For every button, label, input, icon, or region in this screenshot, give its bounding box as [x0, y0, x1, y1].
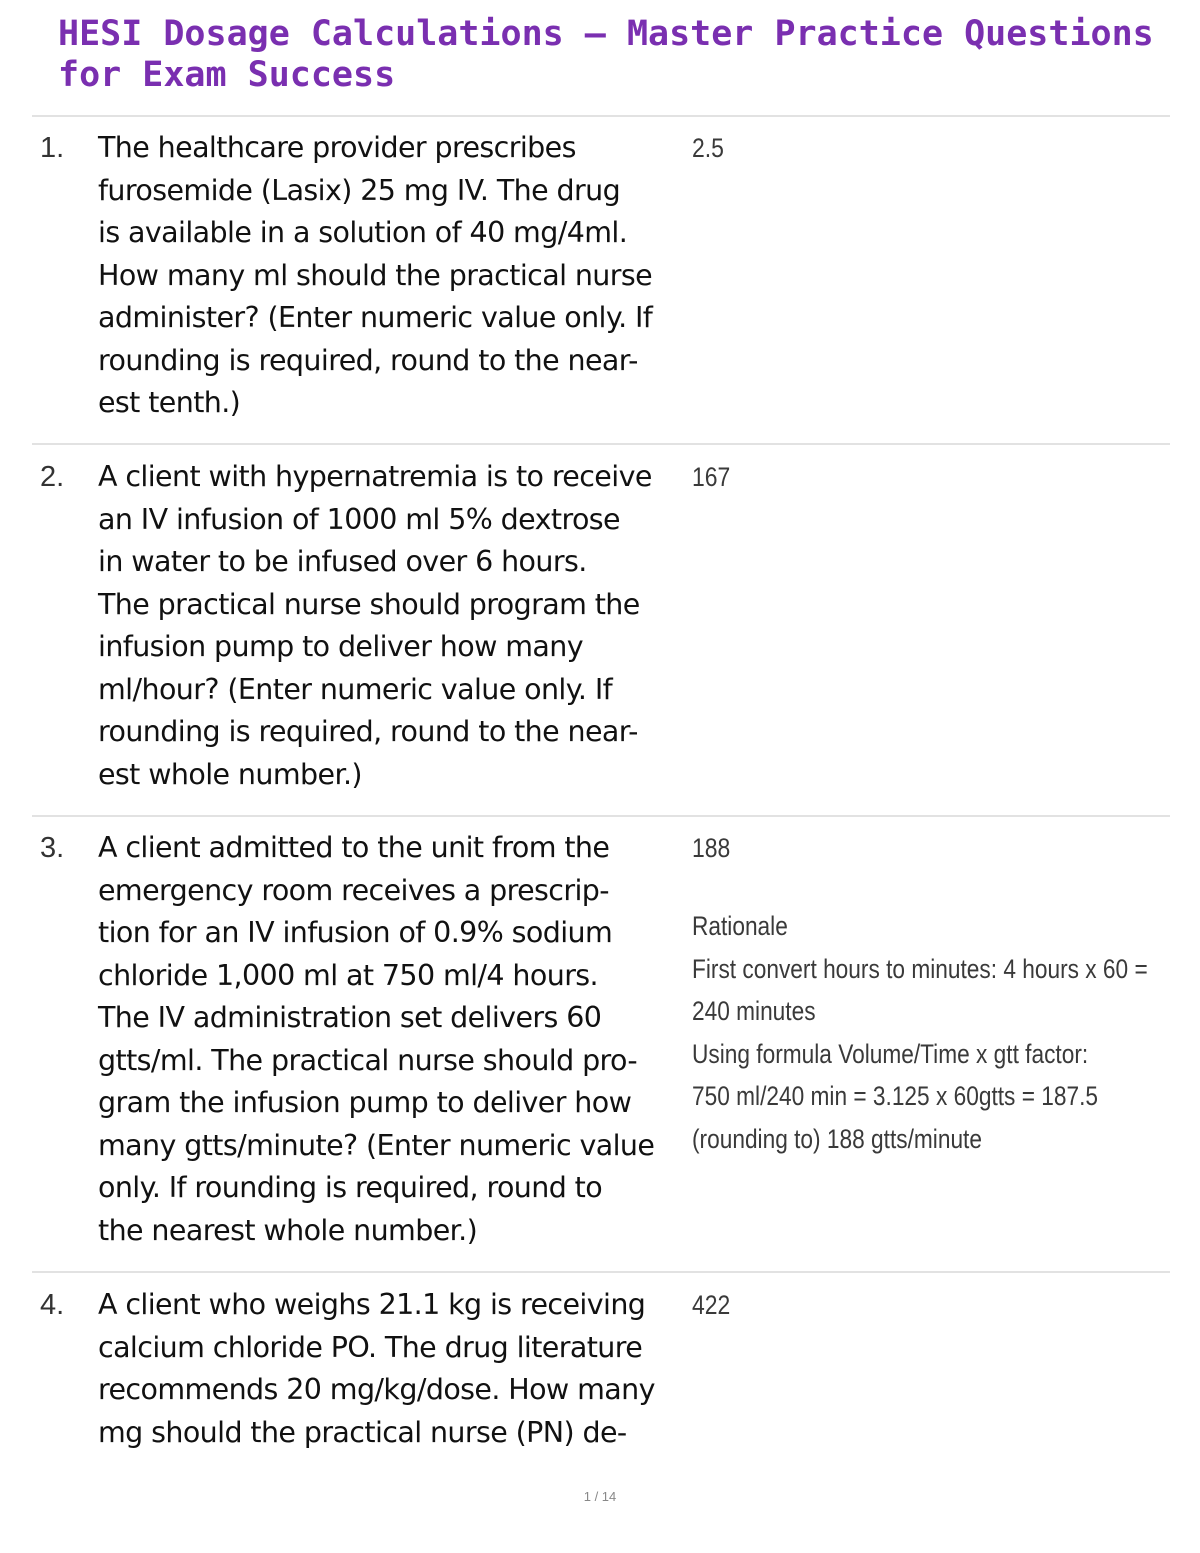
question-line: gram the infusion pump to deliver how: [98, 1086, 632, 1119]
question-line: administer? (Enter numeric value only. If: [98, 301, 653, 334]
question-line: tion for an IV infusion of 0.9% sodium: [98, 916, 613, 949]
question-line: infusion pump to deliver how many: [98, 630, 584, 663]
question-line: ml/hour? (Enter numeric value only. If: [98, 672, 613, 706]
rationale-line: (rounding to) 188 gtts/minute: [692, 1123, 982, 1154]
question-line: recommends 20 mg/kg/dose. How many: [98, 1373, 655, 1406]
question-line: The IV administration set delivers 60: [98, 1001, 602, 1034]
question-line: A client who weighs 21.1 kg is receiving: [98, 1288, 646, 1321]
rationale-line: 240 minutes: [692, 996, 816, 1026]
page-number: 1 / 14: [583, 1489, 617, 1504]
question-text: [98, 456, 688, 796]
question-line: mg should the practical nurse (PN) de-: [98, 1415, 627, 1449]
question-line: many gtts/minute? (Enter numeric value: [98, 1128, 655, 1162]
question-line: in water to be infused over 6 hours.: [98, 545, 587, 578]
question-line: rounding is required, round to the near-: [98, 715, 638, 748]
answer-value: 188: [692, 833, 731, 863]
divider: [32, 1271, 1170, 1273]
question-line: furosemide (Lasix) 25 mg IV. The drug: [98, 173, 621, 207]
divider: [32, 115, 1170, 117]
question-number: 3.: [40, 832, 65, 864]
divider: [32, 815, 1170, 817]
rationale-line: First convert hours to minutes: 4 hours x 60 =: [692, 953, 1148, 984]
rationale-heading: Rationale: [692, 911, 788, 941]
question-line: The healthcare provider prescribes: [98, 131, 576, 164]
question-line: est tenth.): [98, 386, 241, 419]
question-text: [98, 127, 688, 425]
question-number: 1.: [40, 132, 65, 164]
question-line: A client admitted to the unit from the: [98, 831, 610, 864]
question-line: is available in a solution of 40 mg/4ml.: [98, 216, 628, 249]
question-line: calcium chloride PO. The drug literature: [98, 1330, 643, 1364]
question-line: emergency room receives a prescrip-: [98, 873, 609, 907]
question-line: chloride 1,000 ml at 750 ml/4 hours.: [98, 958, 599, 992]
rationale-line: 750 ml/240 min = 3.125 x 60gtts = 187.5: [692, 1081, 1098, 1111]
rationale-block: [692, 905, 1148, 1160]
question-line: est whole number.): [98, 757, 362, 791]
question-line: rounding is required, round to the near-: [98, 343, 638, 377]
question-line: gtts/ml. The practical nurse should pro-: [98, 1043, 638, 1077]
question-line: the nearest whole number.): [98, 1213, 478, 1247]
question-line: How many ml should the practical nurse: [98, 258, 653, 292]
question-text: [98, 1284, 688, 1454]
question-text: [98, 827, 688, 1252]
answer-value: 2.5: [692, 133, 724, 163]
question-line: only. If rounding is required, round to: [98, 1171, 603, 1204]
answer-value: 422: [692, 1290, 731, 1320]
question-line: A client with hypernatremia is to receive: [98, 460, 652, 493]
question-number: 2.: [40, 461, 65, 493]
rationale-line: Using formula Volume/Time x gtt factor:: [692, 1038, 1089, 1069]
document-title: HESI Dosage Calculations – Master Practice Questions for Exam Success: [58, 14, 1154, 95]
question-number: 4.: [40, 1289, 65, 1321]
question-line: an IV infusion of 1000 ml 5% dextrose: [98, 502, 620, 536]
answer-value: 167: [692, 462, 731, 492]
question-line: The practical nurse should program the: [98, 587, 640, 621]
divider: [32, 443, 1170, 445]
